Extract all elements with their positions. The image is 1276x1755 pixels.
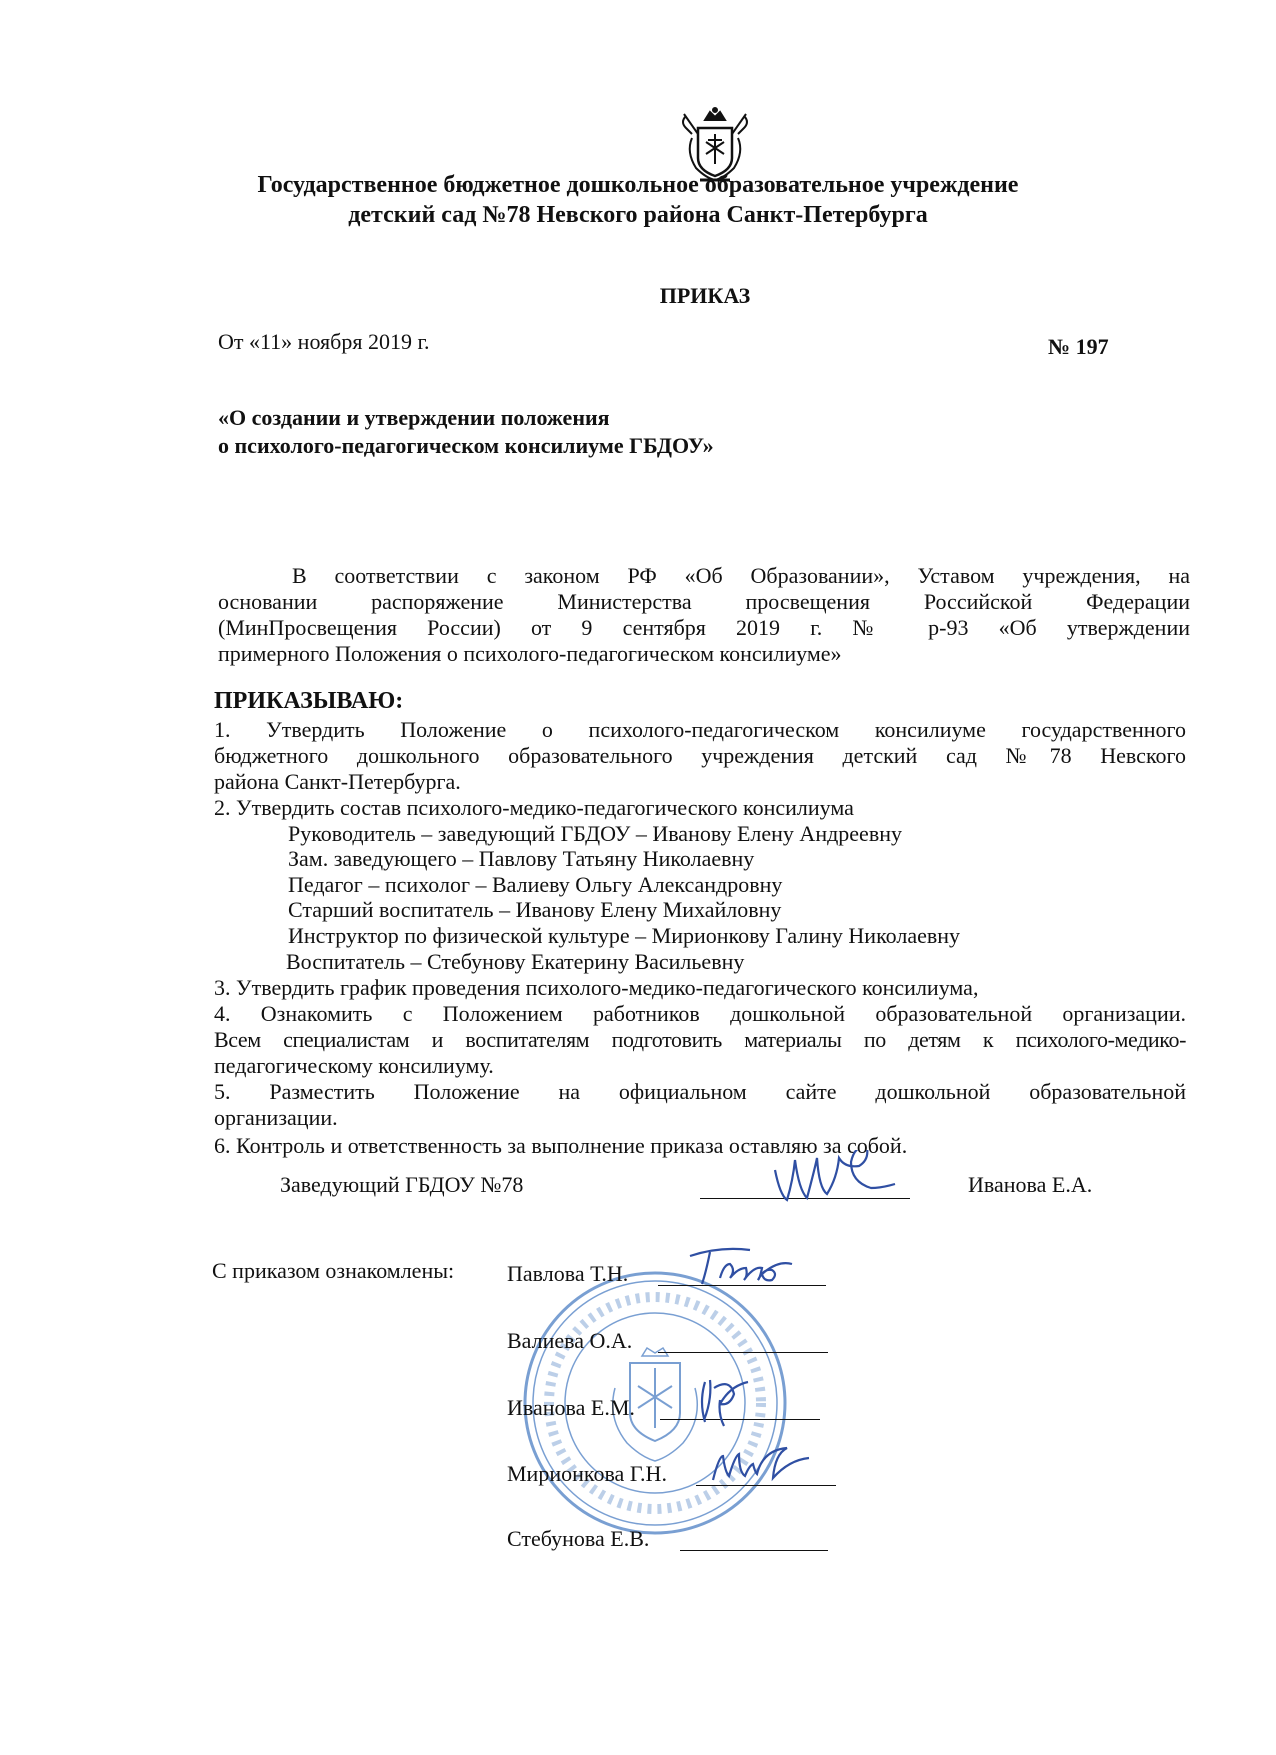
subject-line1: «О создании и утверждении положения xyxy=(218,405,610,430)
orders-heading: ПРИКАЗЫВАЮ: xyxy=(214,688,404,714)
member-line: Инструктор по физической культуре – Мирионкову Галину Николаевну xyxy=(288,923,961,948)
subject-line2: о психолого-педагогическом консилиуме ГБДОУ» xyxy=(218,433,714,458)
acknowledged-name: Мирионкова Г.Н. xyxy=(507,1461,667,1486)
preamble-line4: примерного Положения о психолого-педагогическом консилиуме» xyxy=(218,641,842,666)
signature-line xyxy=(680,1550,828,1551)
preamble-line3: (МинПросвещения России) от 9 сентября 2019 г. № р-93 «Об утверждении xyxy=(218,615,1190,640)
handwritten-signature xyxy=(690,1370,760,1430)
handwritten-signature xyxy=(770,1150,900,1210)
member-line: Воспитатель – Стебунову Екатерину Васильевну xyxy=(286,949,745,974)
order-item2: 2. Утвердить состав психолого-медико-педагогического консилиума xyxy=(214,795,854,820)
order-item4-line3: педагогическому консилиуму. xyxy=(214,1053,494,1078)
order-date: От «11» ноября 2019 г. xyxy=(218,329,430,354)
order-item3: 3. Утвердить график проведения психолого-медико-педагогического консилиума, xyxy=(214,975,979,1000)
acknowledged-label: С приказом ознакомлены: xyxy=(212,1258,455,1283)
member-line: Педагог – психолог – Валиеву Ольгу Александровну xyxy=(288,872,783,897)
acknowledged-name: Иванова Е.М. xyxy=(507,1395,635,1420)
document-title: ПРИКАЗ xyxy=(659,283,751,308)
signature-line xyxy=(658,1352,828,1353)
member-line: Зам. заведующего – Павлову Татьяну Николаевну xyxy=(288,846,755,871)
member-line: Старший воспитатель – Иванову Елену Михайловну xyxy=(288,897,782,922)
order-item4-line2: Всем специалистам и воспитателям подготовить материалы по детям к психолого-медико- xyxy=(214,1027,1186,1052)
order-item1-line3: района Санкт-Петербурга. xyxy=(214,769,461,794)
member-line: Руководитель – заведующий ГБДОУ – Иванову Елену Андреевну xyxy=(288,821,902,846)
acknowledged-name: Стебунова Е.В. xyxy=(507,1526,650,1551)
handwritten-signature xyxy=(680,1238,810,1293)
signature-position: Заведующий ГБДОУ №78 xyxy=(280,1172,524,1197)
handwritten-signature xyxy=(705,1440,815,1495)
order-item1-line1: 1. Утвердить Положение о психолого-педагогическом консилиуме государственного xyxy=(214,717,1186,742)
organization-name-line1: Государственное бюджетное дошкольное образовательное учреждение xyxy=(257,172,1019,198)
order-item5-line2: организации. xyxy=(214,1105,338,1130)
order-item5-line1: 5. Разместить Положение на официальном сайте дошкольной образовательной xyxy=(214,1079,1186,1104)
preamble-line2: основании распоряжение Министерства просвещения Российской Федерации xyxy=(218,589,1190,614)
order-item6: 6. Контроль и ответственность за выполнение приказа оставляю за собой. xyxy=(214,1133,908,1158)
order-item4-line1: 4. Ознакомить с Положением работников дошкольной образовательной организации. xyxy=(214,1001,1186,1026)
acknowledged-name: Павлова Т.Н. xyxy=(507,1261,629,1286)
organization-name-line2: детский сад №78 Невского района Санкт-Петербурга xyxy=(348,202,928,228)
preamble-line1: В соответствии с законом РФ «Об Образовании», Уставом учреждения, на xyxy=(292,563,1190,588)
acknowledged-name: Валиева О.А. xyxy=(507,1328,633,1353)
order-item1-line2: бюджетного дошкольного образовательного учреждения детский сад №78 Невского xyxy=(214,743,1186,768)
signature-name: Иванова Е.А. xyxy=(968,1172,1093,1197)
order-number: № 197 xyxy=(1048,334,1109,359)
